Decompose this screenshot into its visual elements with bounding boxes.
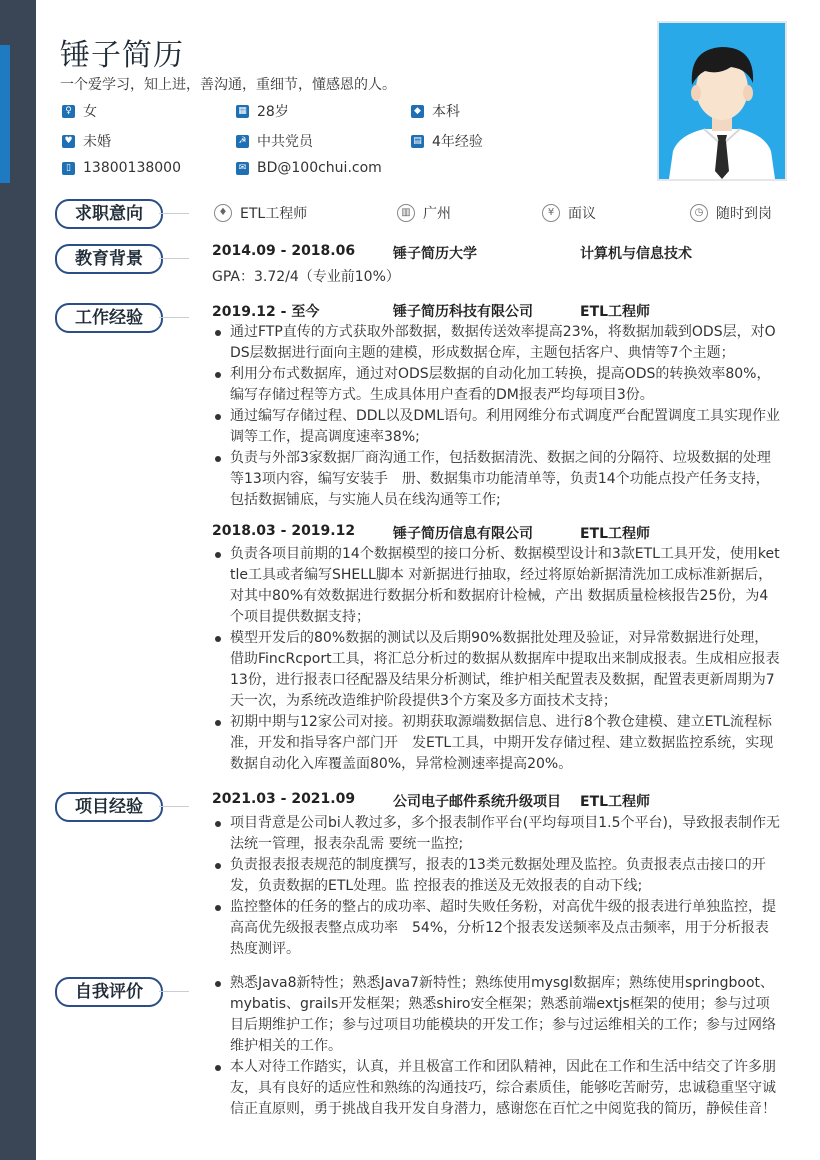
email-value: BD@100chui.com xyxy=(257,160,382,176)
building-icon: ▥ xyxy=(397,204,415,222)
intent-salary xyxy=(542,203,596,223)
sidebar-accent-bar xyxy=(0,45,10,183)
intent-city xyxy=(397,203,451,223)
calendar-icon: ▦ xyxy=(236,105,249,118)
intent-job-value: ETL工程师 xyxy=(240,206,308,222)
job-bullets xyxy=(212,322,782,511)
tie-icon: ♦ xyxy=(214,204,232,222)
resume-name: 锤子简历 xyxy=(60,38,184,73)
job-title: ETL工程师 xyxy=(580,526,651,542)
resume-motto: 一个爱学习，知上进，善沟通，重细节，懂感恩的人。 xyxy=(60,77,396,93)
section-label-education: 教育背景 xyxy=(55,244,163,274)
section-label-work: 工作经验 xyxy=(55,303,163,333)
job-company: 锤子简历科技有限公司 xyxy=(393,304,533,320)
project-role: ETL工程师 xyxy=(580,794,651,810)
marital-value: 未婚 xyxy=(83,134,111,150)
yen-icon: ¥ xyxy=(542,204,560,222)
list-item: 初期中期与12家公司对接。初期获取源端数据信息、进行8个教仓建模、建立ETL流程标准，开发和指导客户部门开 发ETL工具，中期开发存储过程、建立数据监控系统，实现数据自动化入库覆盖面80%，异常检测速率提高20%。 xyxy=(212,712,782,775)
list-item: 项目背意是公司bi人教过多，多个报表制作平台(平均每项目1.5个平台)，导致报表制作无法统一管理，报表杂乱需 要统一监控; xyxy=(212,813,782,855)
info-age xyxy=(236,101,289,121)
list-item: 本人对待工作踏实，认真，并且极富工作和团队精神，因此在工作和生活中结交了许多朋友，具有良好的适应性和熟练的沟通技巧，综合素质佳，能够吃苦耐劳，忠诚稳重坚守诚信正直原则，勇于挑战自我开发自身潜力，感谢您在百忙之中阅览我的简历，静候佳音！ xyxy=(212,1057,782,1120)
section-connector xyxy=(159,806,189,807)
job-title: ETL工程师 xyxy=(580,304,651,320)
list-item: 通过编写存储过程、DDL以及DML语句。利用网维分布式调度严台配置调度工具实现作业调等工作，提高调度速率38%; xyxy=(212,406,782,448)
job-period: 2018.03 - 2019.12 xyxy=(212,523,356,539)
mail-icon: ✉ xyxy=(236,162,249,175)
degree-value: 本科 xyxy=(432,104,460,120)
list-item: 负责报表报表规范的制度撰写，报表的13类元数据处理及监控。负责报表点击接口的开发，负责数据的ETL处理。监 控报表的推送及无效报表的自动下线; xyxy=(212,855,782,897)
list-item: 负责与外部3家数据厂商沟通工作，包括数据清洗、数据之间的分隔符、垃圾数据的处理等13项内容，编写安装手 册、数据集市功能清单等，负责14个功能点投产任务支持，包括数据铺底，与实施人员在线沟通等工作; xyxy=(212,448,782,511)
education-period: 2014.09 - 2018.06 xyxy=(212,243,356,259)
degree-icon: ◆ xyxy=(411,105,424,118)
intent-job xyxy=(214,203,307,223)
heart-icon: ♥ xyxy=(62,135,75,148)
education-school: 锤子简历大学 xyxy=(393,246,477,262)
clock-icon: ◷ xyxy=(690,204,708,222)
job-company: 锤子简历信息有限公司 xyxy=(393,526,533,542)
list-item: 模型开发后的80%数据的测试以及后期90%数据批处理及验证，对异常数据进行处理，借助FincRcport工具，将汇总分析过的数据从数据库中提取出来制成报表。生成相应报表13份，进行报表口径配器及结果分析测试，维护相关配置表及数据，配置表更新周期为7天一次，为系统改造维护阶段提供3个方案及多方面技术支持； xyxy=(212,628,782,712)
phone-icon: ▯ xyxy=(62,162,75,175)
briefcase-icon: ▤ xyxy=(411,135,424,148)
section-connector xyxy=(159,258,189,259)
section-connector xyxy=(159,317,189,318)
intent-availability-value: 随时到岗 xyxy=(716,206,772,222)
list-item: 负责各项目前期的14个数据模型的接口分析、数据模型设计和3款ETL工具开发，使用kettle工具或者编写SHELL脚本 对新据进行抽取，经过将原始新据清洗加工成标准新据后，对其中80%有效数据进行数据分析和数据府计检械，产出 数据质量检核报告25份，为4个项目提供数据支持； xyxy=(212,544,782,628)
section-label-self: 自我评价 xyxy=(55,977,163,1007)
gender-value: 女 xyxy=(83,104,97,120)
list-item: 利用分布式数据库，通过对ODS层数据的自动化加工转换，提高ODS的转换效率80%，编写存储过程等方式。生成具体用户查看的DM报表严均每项目3份。 xyxy=(212,364,782,406)
project-name: 公司电子邮件系统升级项目 xyxy=(393,794,561,810)
intent-availability xyxy=(690,203,772,223)
party-emblem-icon: ☭ xyxy=(236,135,249,148)
gender-icon: ♀ xyxy=(62,105,75,118)
self-bullets xyxy=(212,973,782,1120)
info-gender xyxy=(62,101,97,121)
avatar-illustration xyxy=(659,23,785,179)
education-gpa: GPA：3.72/4（专业前10%） xyxy=(212,269,400,285)
info-experience xyxy=(411,131,483,151)
job-bullets xyxy=(212,544,782,775)
section-connector xyxy=(159,991,189,992)
section-label-project: 项目经验 xyxy=(55,792,163,822)
info-degree xyxy=(411,101,460,121)
profile-photo xyxy=(657,21,787,181)
intent-salary-value: 面议 xyxy=(568,206,596,222)
info-phone xyxy=(62,160,181,176)
info-marital xyxy=(62,131,111,151)
info-email xyxy=(236,160,382,176)
section-label-intent: 求职意向 xyxy=(55,199,163,229)
experience-value: 4年经验 xyxy=(432,134,483,150)
project-period: 2021.03 - 2021.09 xyxy=(212,791,356,807)
list-item: 熟悉Java8新特性；熟悉Java7新特性；熟练使用mysgl数据库；熟练使用springboot、mybatis、grails开发框架；熟悉shiro安全框架；熟悉前端extjs框架的使用；参与过项目后期维护工作；参与过项目功能模块的开发工作；参与过运维相关的工作；参与过网络维护相关的工作。 xyxy=(212,973,782,1057)
intent-city-value: 广州 xyxy=(423,206,451,222)
education-major: 计算机与信息技术 xyxy=(580,246,692,262)
project-bullets xyxy=(212,813,782,960)
phone-value: 13800138000 xyxy=(83,160,181,176)
list-item: 通过FTP直传的方式获取外部数据，数据传送效率提高23%，将数据加载到ODS层，对ODS层数据进行面向主题的建模，形成数据仓库，主题包括客户、典情等7个主题； xyxy=(212,322,782,364)
section-connector xyxy=(159,213,189,214)
info-politics xyxy=(236,131,313,151)
politics-value: 中共党员 xyxy=(257,134,313,150)
age-value: 28岁 xyxy=(257,104,289,120)
list-item: 监控整体的任务的整占的成功率、超时失败任务粉，对高优牛级的报表进行单独监控，提高高优先级报表整点成功率 54%，分析12个报表发送频率及点击频率，用于分析报表热度测评。 xyxy=(212,897,782,960)
job-period: 2019.12 - 至今 xyxy=(212,304,320,320)
